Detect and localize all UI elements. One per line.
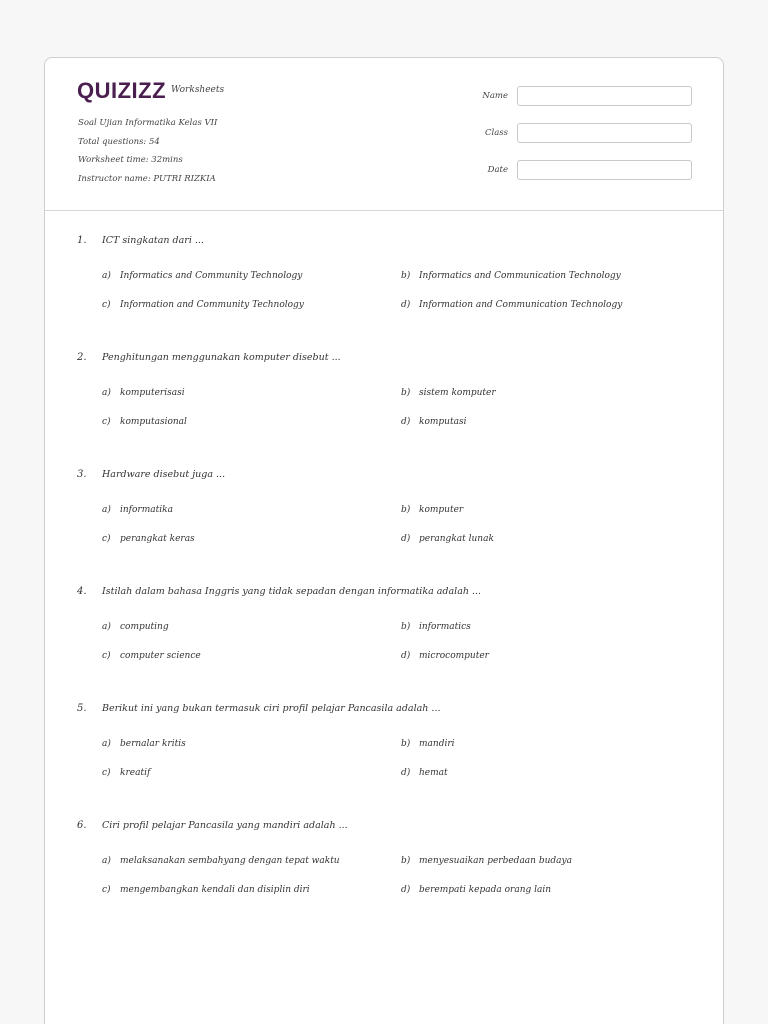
- answer-option[interactable]: [401, 505, 463, 515]
- answer-option[interactable]: [401, 388, 496, 398]
- option-text: informatika: [120, 505, 173, 515]
- option-text: komputerisasi: [120, 388, 185, 398]
- question-number: 4.: [77, 586, 87, 597]
- answer-option[interactable]: [102, 388, 185, 398]
- question-number: 3.: [77, 469, 87, 480]
- option-key: b): [401, 271, 411, 281]
- answer-option[interactable]: [401, 739, 455, 749]
- option-key: d): [401, 885, 411, 895]
- option-key: a): [102, 622, 111, 632]
- name-label: Name: [482, 91, 508, 101]
- worksheet-time: Worksheet time: 32mins: [78, 155, 183, 165]
- option-text: melaksanakan sembahyang dengan tepat waktu: [120, 856, 340, 866]
- option-text: perangkat lunak: [419, 534, 494, 544]
- answer-option[interactable]: [102, 768, 150, 778]
- option-key: b): [401, 505, 411, 515]
- option-text: Information and Community Technology: [120, 300, 304, 310]
- answer-option[interactable]: [401, 768, 448, 778]
- class-label: Class: [484, 128, 508, 138]
- option-text: bernalar kritis: [120, 739, 186, 749]
- option-text: kreatif: [120, 768, 151, 778]
- option-key: a): [102, 739, 111, 749]
- option-key: c): [102, 768, 111, 778]
- option-text: sistem komputer: [419, 388, 496, 398]
- option-key: b): [401, 739, 411, 749]
- option-key: d): [401, 417, 411, 427]
- answer-option[interactable]: [401, 271, 621, 281]
- question-number: 1.: [77, 235, 87, 246]
- option-key: a): [102, 271, 111, 281]
- option-key: a): [102, 856, 111, 866]
- option-text: komputer: [419, 505, 464, 515]
- option-key: d): [401, 768, 411, 778]
- option-key: c): [102, 651, 111, 661]
- option-text: computer science: [120, 651, 201, 661]
- answer-option[interactable]: [401, 300, 622, 310]
- option-text: hemat: [419, 768, 448, 778]
- answer-option[interactable]: [102, 534, 195, 544]
- option-key: b): [401, 622, 411, 632]
- option-key: d): [401, 534, 411, 544]
- answer-option[interactable]: [401, 885, 551, 895]
- answer-option[interactable]: [401, 534, 494, 544]
- instructor-name: Instructor name: PUTRI RIZKIA: [78, 174, 216, 184]
- option-text: komputasi: [419, 417, 467, 427]
- option-text: mandiri: [419, 739, 455, 749]
- option-key: c): [102, 534, 111, 544]
- option-text: computing: [120, 622, 169, 632]
- option-key: a): [102, 505, 111, 515]
- logo-subtitle: Worksheets: [171, 85, 225, 95]
- option-key: c): [102, 300, 111, 310]
- worksheet-title: Soal Ujian Informatika Kelas VII: [78, 118, 218, 128]
- class-field[interactable]: [517, 123, 692, 143]
- answer-option[interactable]: [401, 651, 489, 661]
- question-text: Penghitungan menggunakan komputer disebut ...: [102, 352, 341, 363]
- answer-option[interactable]: [102, 271, 302, 281]
- option-text: informatics: [419, 622, 471, 632]
- option-text: Informatics and Community Technology: [120, 271, 303, 281]
- option-text: mengembangkan kendali dan disiplin diri: [120, 885, 310, 895]
- date-field[interactable]: [517, 160, 692, 180]
- option-text: Informatics and Communication Technology: [419, 271, 621, 281]
- question-number: 5.: [77, 703, 87, 714]
- option-text: komputasional: [120, 417, 187, 427]
- answer-option[interactable]: [102, 885, 310, 895]
- total-questions: Total questions: 54: [78, 137, 160, 147]
- option-text: Information and Communication Technology: [419, 300, 623, 310]
- option-key: b): [401, 388, 411, 398]
- answer-option[interactable]: [401, 856, 572, 866]
- date-label: Date: [487, 165, 508, 175]
- question-text: Hardware disebut juga ...: [102, 469, 226, 480]
- option-key: d): [401, 651, 411, 661]
- option-text: perangkat keras: [120, 534, 195, 544]
- option-text: berempati kepada orang lain: [419, 885, 552, 895]
- option-key: c): [102, 417, 111, 427]
- question-text: Istilah dalam bahasa Inggris yang tidak sepadan dengan informatika adalah ...: [102, 586, 482, 597]
- option-text: menyesuaikan perbedaan budaya: [419, 856, 572, 866]
- answer-option[interactable]: [102, 505, 173, 515]
- option-key: c): [102, 885, 111, 895]
- quizizz-logo: QUIZIZZ: [77, 78, 167, 103]
- answer-option[interactable]: [102, 300, 304, 310]
- question-text: ICT singkatan dari ...: [102, 235, 204, 246]
- answer-option[interactable]: [102, 622, 169, 632]
- worksheet-header: [45, 58, 723, 211]
- answer-option[interactable]: [401, 622, 471, 632]
- question-number: 6.: [77, 820, 87, 831]
- option-key: d): [401, 300, 411, 310]
- option-text: microcomputer: [419, 651, 489, 661]
- name-field[interactable]: [517, 86, 692, 106]
- answer-option[interactable]: [102, 651, 201, 661]
- option-key: a): [102, 388, 111, 398]
- question-text: Berikut ini yang bukan termasuk ciri profil pelajar Pancasila adalah ...: [102, 703, 441, 714]
- worksheet-page: [44, 57, 724, 1024]
- answer-option[interactable]: [102, 417, 187, 427]
- question-text: Ciri profil pelajar Pancasila yang mandiri adalah ...: [102, 820, 348, 831]
- question-number: 2.: [77, 352, 87, 363]
- option-key: b): [401, 856, 411, 866]
- answer-option[interactable]: [102, 739, 186, 749]
- answer-option[interactable]: [102, 856, 340, 866]
- answer-option[interactable]: [401, 417, 466, 427]
